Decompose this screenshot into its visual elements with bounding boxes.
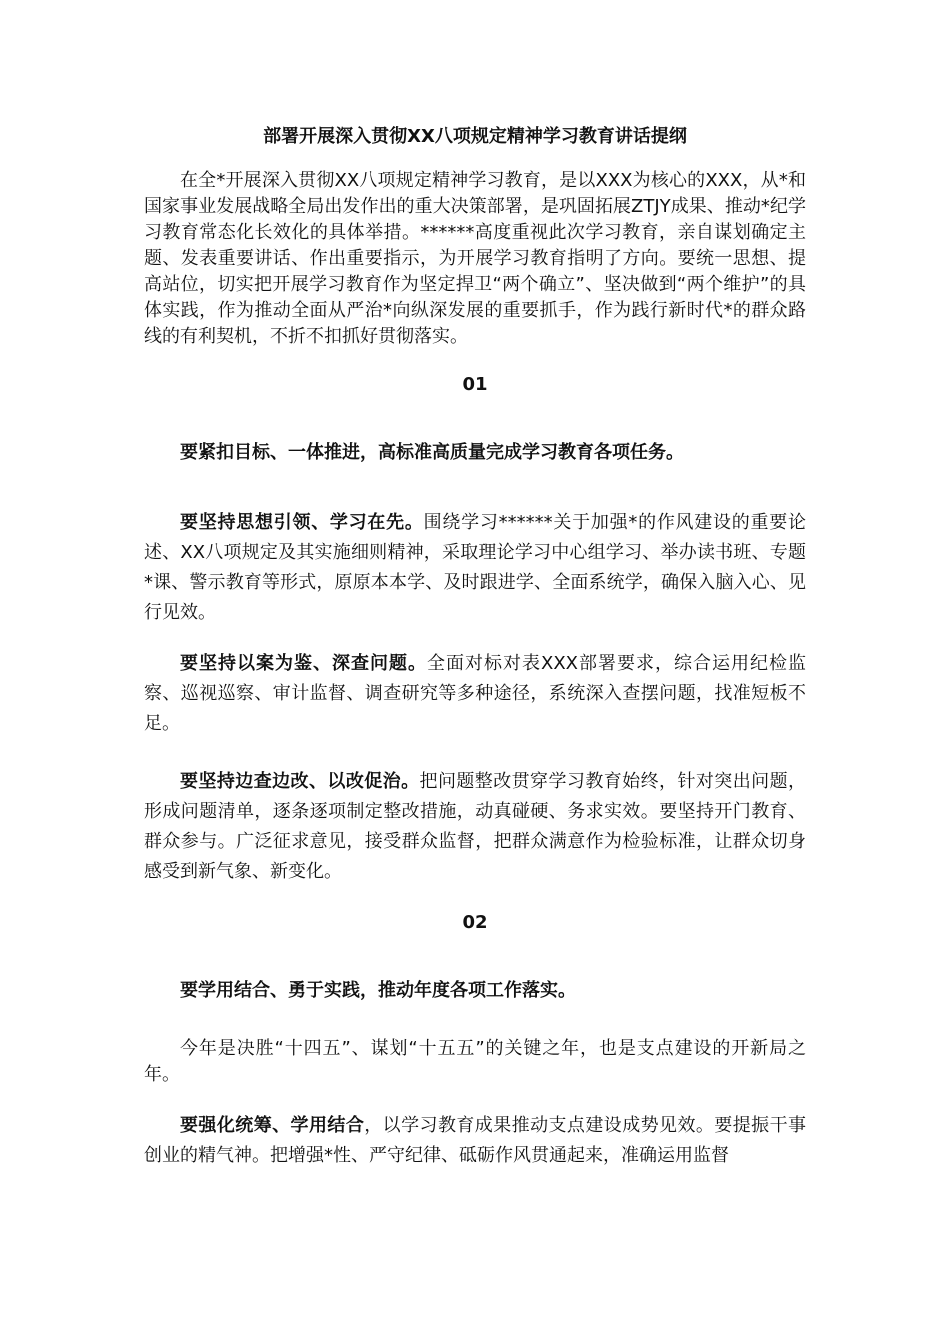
section-2-paragraph-1: 今年是决胜“十四五”、谋划“十五五”的关键之年，也是支点建设的开新局之年。	[144, 1038, 806, 1085]
section-1-number: 01	[462, 374, 488, 395]
item-2-lead: 要坚持以案为鉴、深查问题。	[180, 653, 427, 674]
item-1-body: 围绕学习******关于加强*的作风建设的重要论述、XX八项规定及其实施细则精神，采取理论学习中心组学习、举办读书班、专题*课、警示教育等形式，原原本本学、及时跟进学、全面系统学，确保入脑入心、见行见效。	[144, 512, 807, 623]
section-2-item-1	[144, 1111, 806, 1171]
section-2-number: 02	[462, 912, 488, 933]
section-2-item-body: ，以学习教育成果推动支点建设成势见效。要提振干事创业的精气神。把增强*性、严守纪律、砥砺作风贯通起来，准确运用监督	[144, 1115, 807, 1166]
intro-paragraph: 在全*开展深入贯彻XX八项规定精神学习教育，是以XXX为核心的XXX，从*和国家事业发展战略全局出发作出的重大决策部署，是巩固拓展ZTJY成果、推动*纪学习教育常态化长效化的具体举措。******高度重视此次学习教育，亲自谋划确定主题、发表重要讲话、作出重要指示，为开展学习教育指明了方向。要统一思想、提高站位，切实把开展学习教育作为坚定捍卫“两个确立”、坚决做到“两个维护”的具体实践，作为推动全面从严治*向纵深发展的重要抓手，作为践行新时代*的群众路线的有利契机，不折不扣抓好贯彻落实。	[144, 170, 806, 347]
section-1-item-3	[144, 767, 806, 887]
section-1-item-1	[144, 508, 806, 628]
section-2-item-lead: 要强化统筹、学用结合	[180, 1115, 365, 1136]
item-3-body: 把问题整改贯穿学习教育始终，针对突出问题，形成问题清单，逐条逐项制定整改措施，动真碰硬、务求实效。要坚持开门教育、群众参与。广泛征求意见，接受群众监督，把群众满意作为检验标准，让群众切身感受到新气象、新变化。	[144, 771, 806, 882]
section-1-heading: 要紧扣目标、一体推进，高标准高质量完成学习教育各项任务。	[180, 442, 684, 463]
document-title: 部署开展深入贯彻XX八项规定精神学习教育讲话提纲	[263, 126, 687, 147]
item-2-body: 全面对标对表XXX部署要求，综合运用纪检监察、巡视巡察、审计监督、调查研究等多种途径，系统深入查摆问题，找准短板不足。	[144, 653, 806, 734]
section-1-item-2	[144, 649, 806, 739]
item-1-lead: 要坚持思想引领、学习在先。	[180, 512, 424, 533]
section-2-heading: 要学用结合、勇于实践，推动年度各项工作落实。	[180, 980, 576, 1001]
item-3-lead: 要坚持边查边改、以改促治。	[180, 771, 420, 792]
